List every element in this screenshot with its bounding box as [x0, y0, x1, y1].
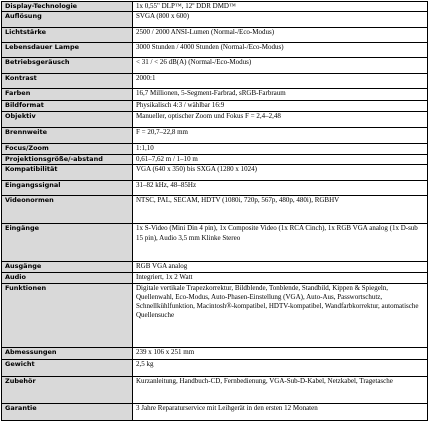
spec-value: 0,61–7,62 m / 1–10 m: [133, 155, 428, 165]
spec-value: Manueller, optischer Zoom und Fokus F = 2,4–2,48: [133, 112, 428, 128]
table-row: [2, 89, 428, 101]
table-row: [2, 283, 428, 347]
spec-value: 1x S-Video (Mini Din 4 pin), 1x Composite Video (1x RCA Cinch), 1x RGB VGA analog (1x D-sub 15 pin), Audio 3,5 mm Klinke Stereo: [133, 224, 428, 262]
spec-label: Projektionsgröße/-abstand: [2, 155, 133, 165]
spec-label: Zubehör: [2, 376, 133, 403]
spec-label: Auflösung: [2, 12, 133, 28]
spec-label: Brennweite: [2, 128, 133, 144]
table-row: [2, 74, 428, 89]
spec-label: Eingangssignal: [2, 181, 133, 196]
spec-label: Videonormen: [2, 196, 133, 224]
spec-value: 16,7 Millionen, 5-Segment-Farbrad, sRGB-Farbraum: [133, 89, 428, 101]
spec-value: 1:1,10: [133, 144, 428, 155]
table-row: [2, 181, 428, 196]
spec-label: Betriebsgeräusch: [2, 58, 133, 74]
spec-label: Objektiv: [2, 112, 133, 128]
table-row: [2, 196, 428, 224]
spec-value: F = 20,7–22,8 mm: [133, 128, 428, 144]
spec-value: Kurzanleitung, Handbuch-CD, Fernbedienung, VGA-Sub-D-Kabel, Netzkabel, Tragetasche: [133, 376, 428, 403]
spec-label: Focus/Zoom: [2, 144, 133, 155]
spec-value: < 31 / < 26 dB(A) (Normal-/Eco-Modus): [133, 58, 428, 74]
spec-label: Funktionen: [2, 283, 133, 347]
table-row: [2, 43, 428, 58]
spec-value: Digitale vertikale Trapezkorrektur, Bildblende, Tonblende, Standbild, Kippen & Spiegeln, Quellenwahl, Eco-Modus, Auto-Phasen-Einstellung (VGA), Auto-Aus, Passwortschutz, Schnellkühlfunktion, Macintosh®-kompatibel, HDTV-kompatibel, Wandfarbkorrektur, automatische Quellensuche: [133, 283, 428, 347]
spec-label: Ausgänge: [2, 262, 133, 272]
spec-value: VGA (640 x 350) bis SXGA (1280 x 1024): [133, 165, 428, 181]
table-row: [2, 376, 428, 403]
table-row: [2, 58, 428, 74]
spec-label: Kontrast: [2, 74, 133, 89]
spec-value: Physikalisch 4:3 / wählbar 16:9: [133, 101, 428, 112]
spec-label: Lichtstärke: [2, 28, 133, 43]
table-row: [2, 12, 428, 28]
table-row: [2, 359, 428, 376]
spec-label: Audio: [2, 272, 133, 283]
spec-value: 31–82 kHz, 48–85Hz: [133, 181, 428, 196]
spec-value: 3000 Stunden / 4000 Stunden (Normal-/Eco-Modus): [133, 43, 428, 58]
spec-label: Display-Technologie: [2, 2, 133, 12]
table-row: [2, 112, 428, 128]
table-row: [2, 144, 428, 155]
spec-value: 239 x 106 x 251 mm: [133, 347, 428, 359]
spec-label: Bildformat: [2, 101, 133, 112]
spec-label: Eingänge: [2, 224, 133, 262]
table-row: [2, 272, 428, 283]
spec-table: [1, 1, 428, 421]
table-row: [2, 128, 428, 144]
spec-label: Garantie: [2, 403, 133, 420]
spec-label: Abmessungen: [2, 347, 133, 359]
table-row: [2, 155, 428, 165]
spec-value: 2500 / 2000 ANSI-Lumen (Normal-/Eco-Modus): [133, 28, 428, 43]
table-row: [2, 403, 428, 420]
table-row: [2, 347, 428, 359]
spec-value: NTSC, PAL, SECAM, HDTV (1080i, 720p, 567p, 480p, 480i), RGBHV: [133, 196, 428, 224]
spec-label: Farben: [2, 89, 133, 101]
table-row: [2, 262, 428, 272]
spec-label: Lebensdauer Lampe: [2, 43, 133, 58]
spec-value: 3 Jahre Reparaturservice mit Leihgerät in den ersten 12 Monaten: [133, 403, 428, 420]
table-row: [2, 165, 428, 181]
spec-label: Kompatibilität: [2, 165, 133, 181]
table-row: [2, 101, 428, 112]
spec-label: Gewicht: [2, 359, 133, 376]
spec-value: 1x 0,55" DLP™, 12º DDR DMD™: [133, 2, 428, 12]
table-row: [2, 2, 428, 12]
spec-value: RGB VGA analog: [133, 262, 428, 272]
spec-value: Integriert, 1x 2 Watt: [133, 272, 428, 283]
table-row: [2, 224, 428, 262]
table-row: [2, 28, 428, 43]
spec-value: 2,5 kg: [133, 359, 428, 376]
spec-value: 2000:1: [133, 74, 428, 89]
spec-value: SVGA (800 x 600): [133, 12, 428, 28]
